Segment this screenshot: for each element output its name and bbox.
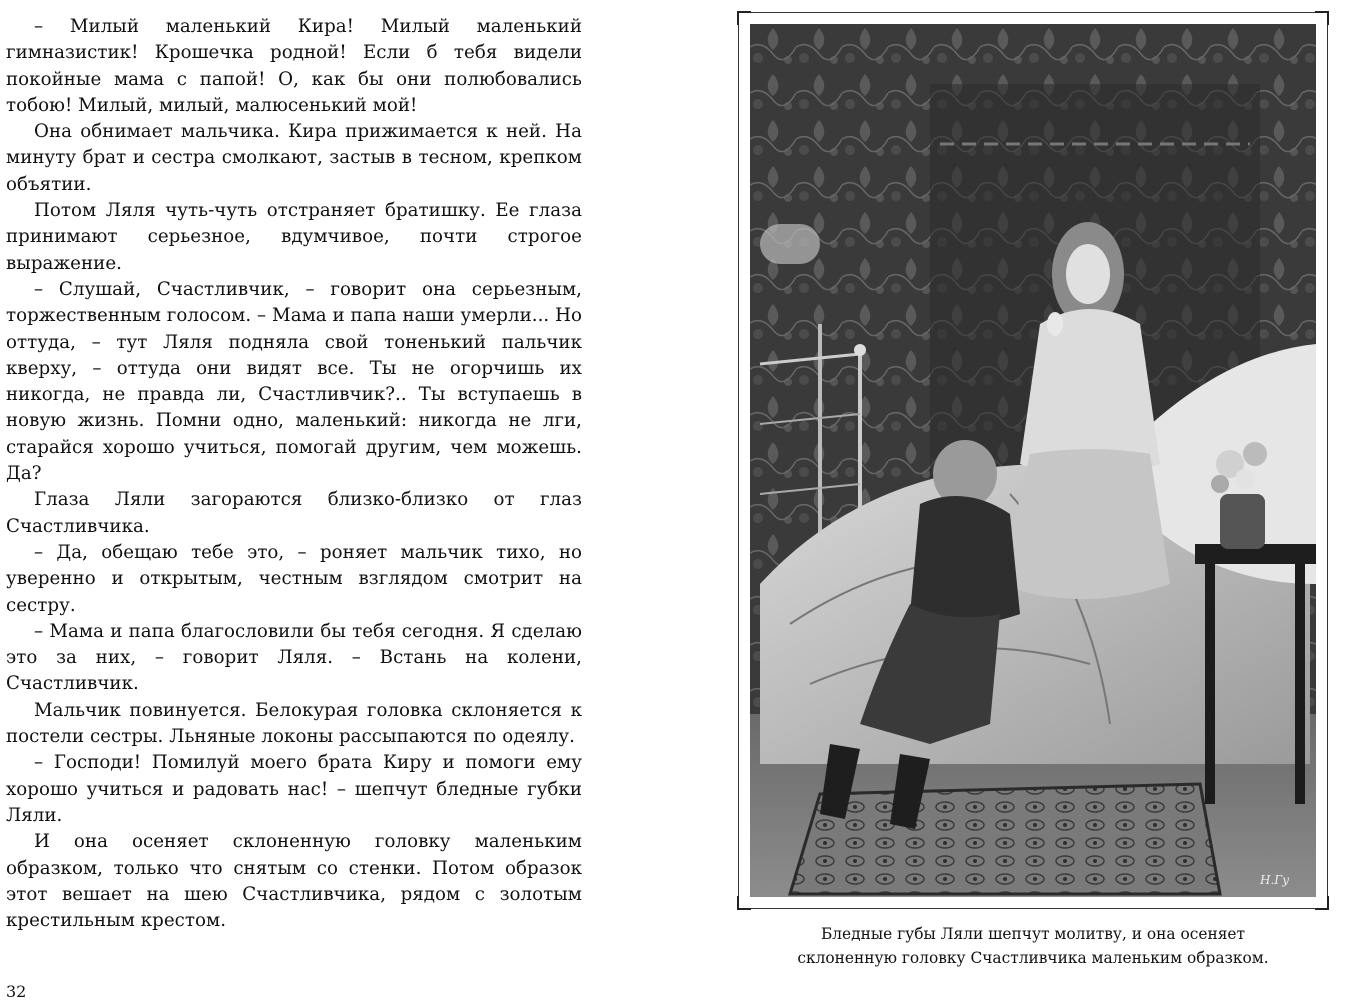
frame-corner xyxy=(737,11,751,25)
frame-corner xyxy=(737,896,751,910)
paragraph-5: Глаза Ляли загораются близко-близко от глаз Счастливчика. xyxy=(6,489,582,537)
engraving-illustration xyxy=(750,24,1316,897)
paragraph-2: Она обнимает мальчика. Кира прижимается к ней. На минуту брат и сестра смолкают, застыв в тесном, крепком объятии. xyxy=(6,121,582,195)
illustration-caption xyxy=(738,922,1328,970)
paragraph-8: Мальчик повинуется. Белокурая головка склоняется к постели сестры. Льняные локоны рассыпаются по одеялу. xyxy=(6,699,582,748)
page-number: 32 xyxy=(6,982,27,1001)
paragraph-4: – Слушай, Счастливчик, – говорит она серьезным, торжественным голосом. – Мама и папа наши умерли... Но оттуда, – тут Ляля подняла свой тоненький пальчик кверху, – оттуда они видят все. Ты не огорчишь их никогда, не правда ли, Счастливчик?.. Ты вступаешь в новую жизнь. Помни одно, маленький: никогда не лги, старайся хорошо учиться, помогай другим, чем можешь. Да? xyxy=(6,278,582,485)
paragraph-3: Потом Ляля чуть-чуть отстраняет братишку. Ее глаза принимают серьезное, вдумчивое, почти строгое выражение. xyxy=(6,200,582,274)
paragraph-1: – Милый маленький Кира! Милый маленький гимназистик! Крошечка родной! Если б тебя видели покойные мама с папой! О, как бы они полюбовались тобою! Милый, милый, малюсенький мой! xyxy=(6,16,582,116)
svg-text:Н.Гу: Н.Гу xyxy=(1260,873,1290,887)
illustration-frame xyxy=(738,12,1328,909)
paragraph-10: И она осеняет склоненную головку маленьким образком, только что снятым со стенки. Потом образок этот вешает на шею Счастливчика, рядом с золотым крестильным крестом. xyxy=(6,831,582,932)
paragraph-9: – Господи! Помилуй моего брата Киру и помоги ему хорошо учиться и радовать нас! – шепчут бледные губки Ляли. xyxy=(6,752,582,826)
caption-line: Бледные губы Ляли шепчут молитву, и она осеняет xyxy=(820,925,1246,943)
frame-corner xyxy=(1315,896,1329,910)
caption-line: склоненную головку Счастливчика маленьким образком. xyxy=(797,949,1269,967)
page-text xyxy=(6,14,582,934)
paragraph-6: – Да, обещаю тебе это, – роняет мальчик тихо, но уверенно и открытым, честным взглядом смотрит на сестру. xyxy=(6,541,582,616)
paragraph-7: – Мама и папа благословили бы тебя сегодня. Я сделаю это за них, – говорит Ляля. – Встань на колени, Счастливчик. xyxy=(6,620,582,695)
frame-corner xyxy=(1315,11,1329,25)
